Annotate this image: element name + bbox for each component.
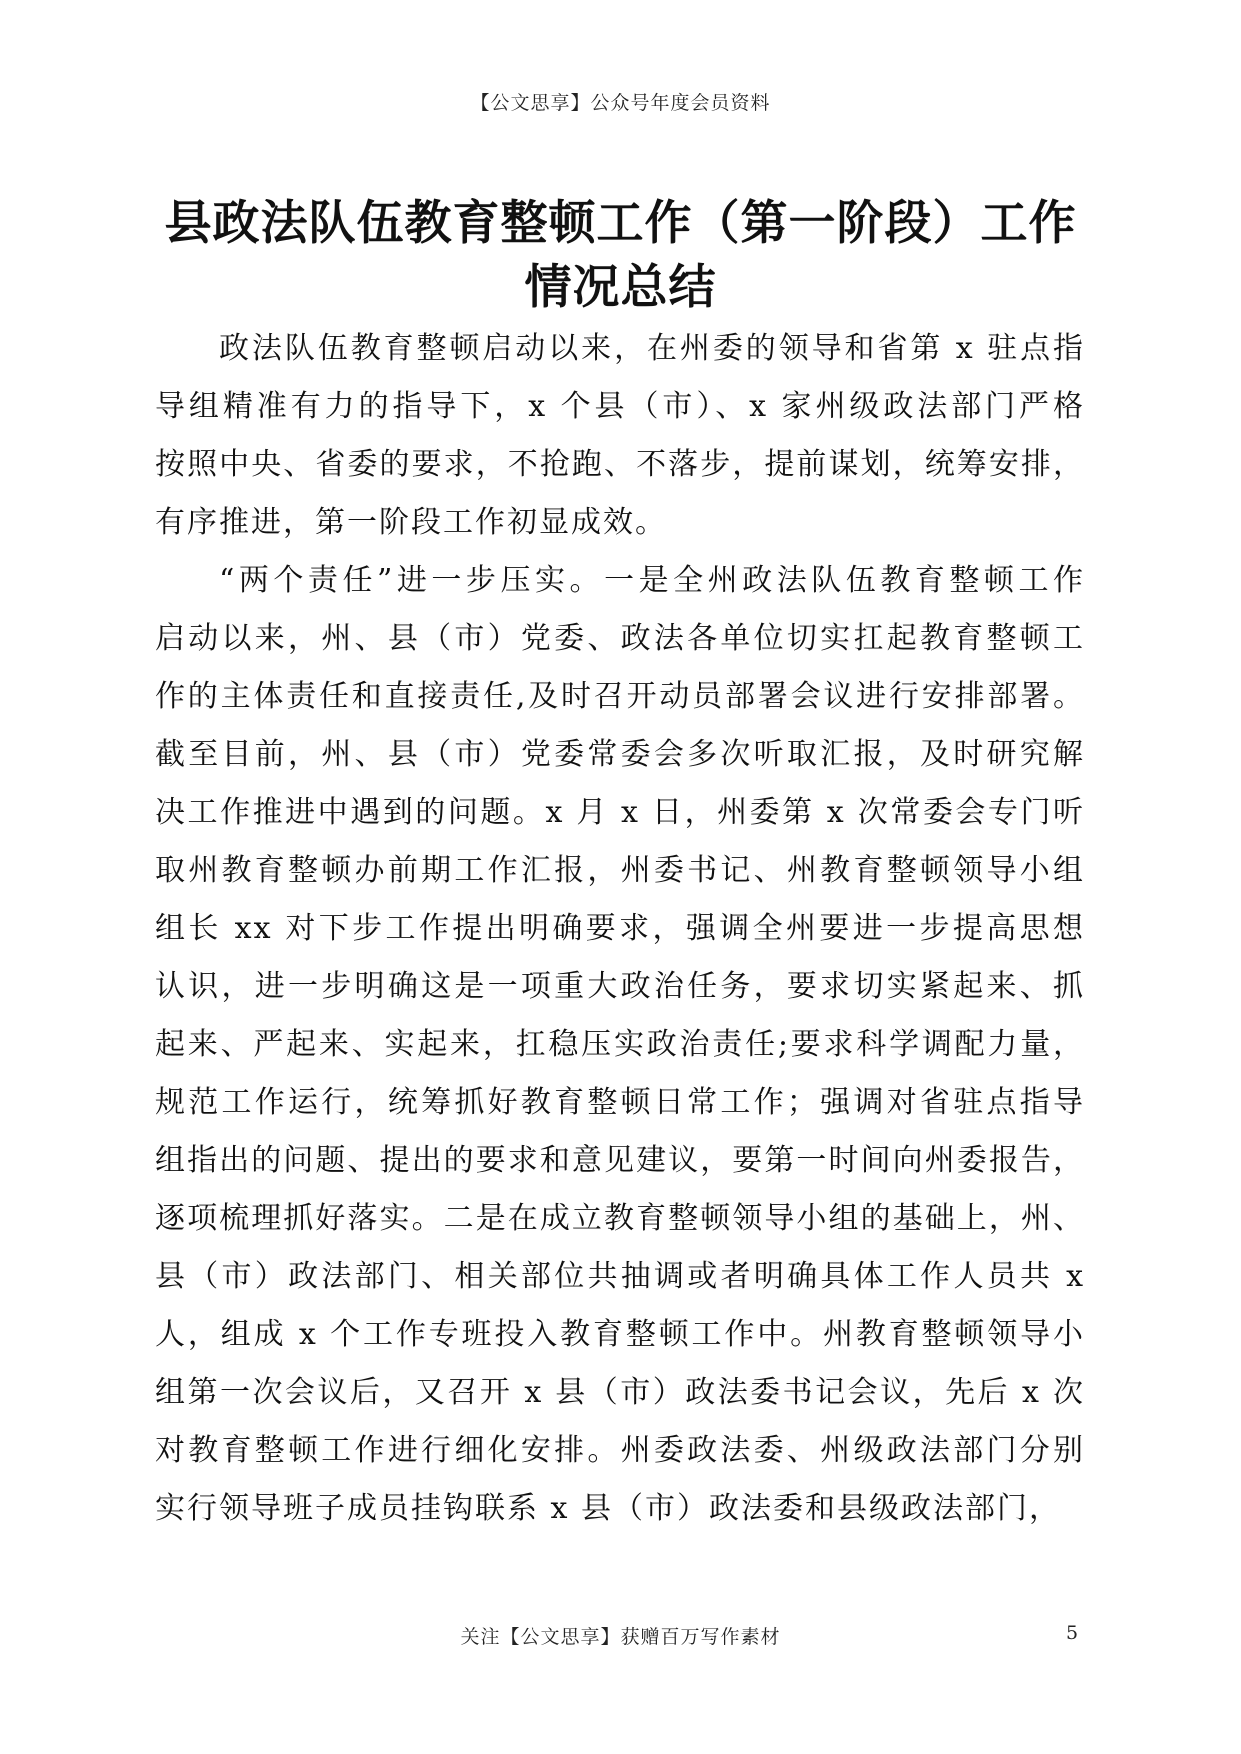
text-line: 有序推进，第一阶段工作初显成效。: [155, 505, 667, 540]
text-line: “两个责任”进一步压实。一是全州政法队伍教育整顿工作: [219, 563, 1085, 598]
title-line-2: 情况总结: [524, 260, 717, 315]
text-line: 对教育整顿工作进行细化安排。州委政法委、州级政法部门分别: [155, 1433, 1085, 1468]
text-line: 启动以来，州、县（市）党委、政法各单位切实扛起教育整顿工: [155, 621, 1085, 656]
text-line: 组指出的问题、提出的要求和意见建议，要第一时间向州委报告，: [155, 1143, 1085, 1178]
text-line: 人，组成 x 个工作专班投入教育整顿工作中。州教育整顿领导小: [155, 1317, 1085, 1352]
text-line: 规范工作运行，统筹抓好教育整顿日常工作；强调对省驻点指导: [155, 1085, 1085, 1120]
page-number: 5: [1066, 1622, 1079, 1644]
title-line-1: 县政法队伍教育整顿工作（第一阶段）工作: [164, 196, 1077, 251]
text-line: 起来、严起来、实起来，扛稳压实政治责任;要求科学调配力量，: [155, 1027, 1085, 1062]
text-line: 政法队伍教育整顿启动以来，在州委的领导和省第 x 驻点指: [219, 331, 1085, 366]
text-line: 按照中央、省委的要求，不抢跑、不落步，提前谋划，统筹安排，: [155, 447, 1085, 482]
text-line: 县（市）政法部门、相关部位共抽调或者明确具体工作人员共 x: [155, 1259, 1085, 1294]
text-line: 认识，进一步明确这是一项重大政治任务，要求切实紧起来、抓: [155, 969, 1085, 1004]
page-header: 【公文思享】公众号年度会员资料: [470, 92, 771, 114]
text-line: 截至目前，州、县（市）党委常委会多次听取汇报，及时研究解: [155, 737, 1085, 772]
text-line: 组第一次会议后，又召开 x 县（市）政法委书记会议，先后 x 次: [155, 1375, 1085, 1410]
document-title: [150, 192, 1091, 320]
paragraph-1: [155, 320, 1085, 552]
document-body: [155, 320, 1085, 1538]
page-footer: 关注【公文思享】获赠百万写作素材: [460, 1626, 781, 1648]
text-line: 导组精准有力的指导下，x 个县（市）、x 家州级政法部门严格: [155, 389, 1085, 424]
text-line: 逐项梳理抓好落实。二是在成立教育整顿领导小组的基础上，州、: [155, 1201, 1085, 1236]
paragraph-2: [155, 552, 1085, 1538]
text-line: 组长 xx 对下步工作提出明确要求，强调全州要进一步提高思想: [155, 911, 1085, 946]
text-line: 取州教育整顿办前期工作汇报，州委书记、州教育整顿领导小组: [155, 853, 1085, 888]
text-line: 作的主体责任和直接责任,及时召开动员部署会议进行安排部署。: [155, 679, 1085, 714]
text-line: 实行领导班子成员挂钩联系 x 县（市）政法委和县级政法部门，: [155, 1491, 1061, 1526]
text-line: 决工作推进中遇到的问题。x 月 x 日，州委第 x 次常委会专门听: [155, 795, 1085, 830]
